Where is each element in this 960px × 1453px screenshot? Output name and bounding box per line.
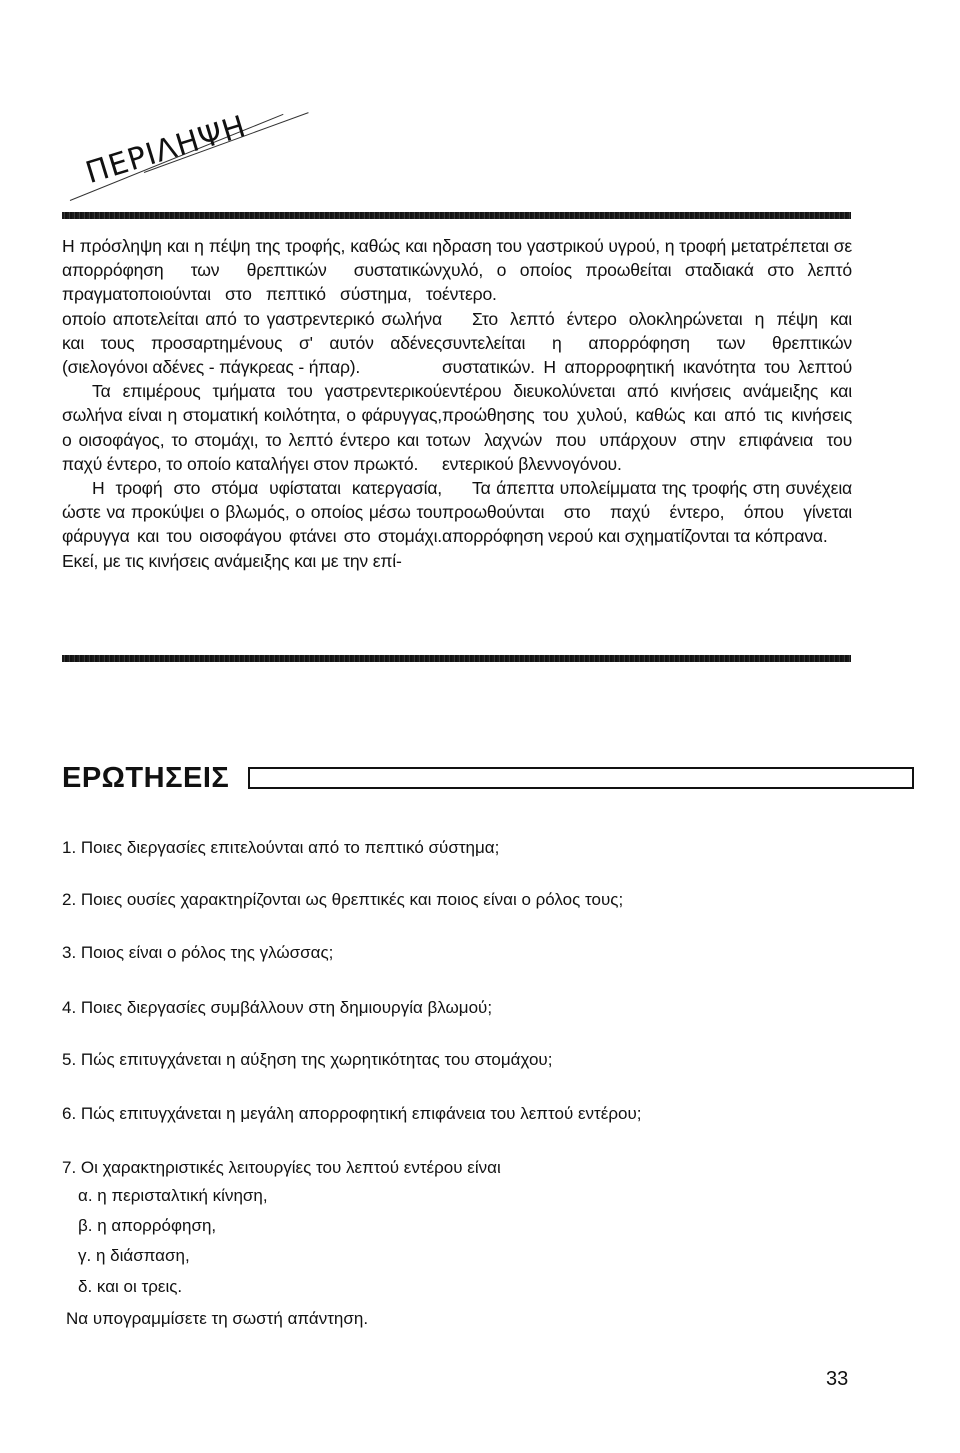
answer-option: δ. και οι τρεις.	[78, 1277, 183, 1296]
answer-option: α. η περισταλτική κίνηση,	[78, 1186, 268, 1205]
summary-left-column	[62, 234, 442, 573]
summary-paragraph: Τα επιμέρους τμήματα του γαστρεντερικού σωλήνα είναι η στοματική κοιλότητα, ο φάρυγγας, ο οισοφάγος, το στομάχι, το λεπτό έντερο και το παχύ έντερο, το οποίο καταλήγει στον πρωκτό.	[62, 381, 442, 474]
question-item: 5. Πώς επιτυγχάνεται η αύξηση της χωρητικότητας του στομάχου;	[62, 1050, 553, 1069]
question-item: 2. Ποιες ουσίες χαρακτηρίζονται ως θρεπτικές και ποιος είναι ο ρόλος τους;	[62, 890, 624, 909]
question-item: 4. Ποιες διεργασίες συμβάλλουν στη δημιουργία βλωμού;	[62, 998, 493, 1017]
summary-paragraph: δραση του γαστρικού υγρού, η τροφή μετατρέπεται σε χυλό, ο οποίος προωθείται σταδιακά στο λεπτό έντερο.	[442, 236, 852, 305]
question-item: 6. Πώς επιτυγχάνεται η μεγάλη απορροφητική επιφάνεια του λεπτού εντέρου;	[62, 1104, 642, 1123]
summary-title: ΠΕΡΙΛΗΨΗ	[81, 109, 251, 191]
questions-title-box	[248, 767, 914, 789]
summary-paragraph: Η πρόσληψη και η πέψη της τροφής, καθώς και η απορρόφηση των θρεπτικών συστατικών πραγματοποιούνται στο πεπτικό σύστημα, το οποίο αποτελείται από το γαστρεντερικό σωλήνα και τους προσαρτημένους σ' αυτόν αδένες (σιελογόνοι αδένες - πάγκρεας - ήπαρ).	[62, 236, 442, 378]
answer-instruction: Να υπογραμμίσετε τη σωστή απάντηση.	[66, 1309, 369, 1328]
question-item: 3. Ποιος είναι ο ρόλος της γλώσσας;	[62, 943, 334, 962]
question-item: 7. Οι χαρακτηριστικές λειτουργίες του λεπτού εντέρου είναι	[62, 1158, 501, 1177]
page-number: 33	[826, 1368, 849, 1390]
summary-heading	[62, 109, 262, 218]
top-divider	[62, 212, 851, 219]
summary-paragraph: Η τροφή στο στόμα υφίσταται κατεργασία, ώστε να προκύψει ο βλωμός, ο οποίος μέσω του φάρυγγα και του οισοφάγου φτάνει στο στομάχι. Εκεί, με τις κινήσεις ανάμειξης και με την επί-	[62, 478, 442, 571]
questions-header	[62, 762, 852, 802]
answer-option: β. η απορρόφηση,	[78, 1216, 217, 1235]
questions-title: ΕΡΩΤΗΣΕΙΣ	[62, 762, 230, 794]
answer-option: γ. η διάσπαση,	[78, 1246, 190, 1265]
question-item: 1. Ποιες διεργασίες επιτελούνται από το πεπτικό σύστημα;	[62, 838, 500, 857]
bottom-divider	[62, 655, 851, 662]
summary-paragraph: Τα άπεπτα υπολείμματα της τροφής στη συνέχεια προωθούνται στο παχύ έντερο, όπου γίνεται απορρόφηση νερού και σχηματίζονται τα κόπρανα.	[442, 478, 852, 547]
summary-paragraph: Στο λεπτό έντερο ολοκληρώνεται η πέψη και συντελείται η απορρόφηση των θρεπτικών συστατικών. Η απορροφητική ικανότητα του λεπτού εντέρου διευκολύνεται από κινήσεις ανάμειξης και προώθησης του χυλού, καθώς και από τις κινήσεις των λαχνών που υπάρχουν στην επιφάνεια του εντερικού βλεννογόνου.	[442, 308, 852, 474]
summary-right-column	[442, 234, 852, 549]
